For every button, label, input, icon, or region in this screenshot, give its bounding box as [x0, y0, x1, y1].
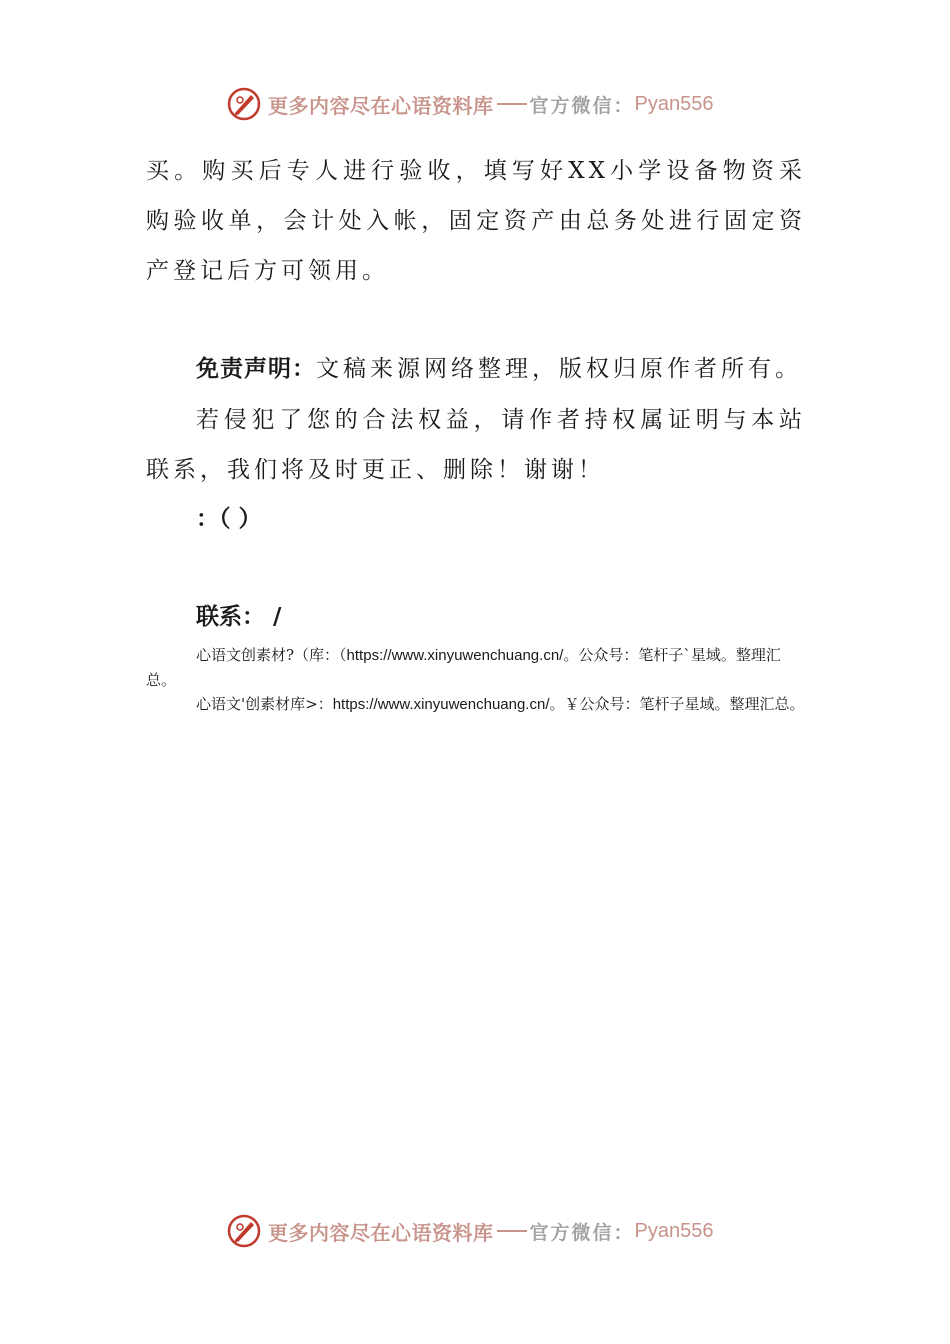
banner-wechat-id: Pyan556	[634, 92, 714, 115]
banner-dash	[497, 103, 527, 105]
quill-pen-seal-icon	[226, 1213, 262, 1249]
disclaimer-label: 免责声明：	[196, 356, 316, 382]
footer-banner	[226, 1211, 713, 1251]
banner-dash	[497, 1230, 527, 1232]
banner-label: 官方微信：	[529, 1221, 635, 1244]
footer-note-2-prefix: 心语文'创素材库>：	[196, 695, 333, 713]
header-banner	[226, 84, 713, 124]
footer-note-1-suffix: 。公众号：笔杆子`星域。整理汇总。	[146, 646, 781, 689]
footer-note-2-suffix: 。￥公众号：笔杆子星域。整理汇总。	[549, 695, 805, 713]
body-paragraph-3: 若侵犯了您的合法权益，请作者持权属证明与本站联系，我们将及时更正、删除！谢谢！	[146, 407, 806, 483]
quill-pen-seal-icon	[226, 86, 262, 122]
banner-brand-text: 更多内容尽在心语资料库	[268, 93, 494, 118]
footer-note-1-url: https://www.xinyuwenchuang.cn/	[346, 647, 564, 664]
paren-line: ：（ ）	[196, 506, 262, 532]
contact-line: 联系： /	[196, 604, 282, 630]
footer-note-2	[146, 692, 808, 717]
banner-wechat-id: Pyan556	[634, 1219, 714, 1242]
footer-note-1-prefix: 心语文创素材?（库：（	[196, 646, 347, 664]
banner-label: 官方微信：	[529, 94, 635, 117]
footer-note-2-url: https://www.xinyuwenchuang.cn/	[332, 696, 550, 713]
body-paragraph-1: 买。购买后专人进行验收，填写好XX小学设备物资采购验收单，会计处入帐，固定资产由总务处进行固定资产登记后方可领用。	[146, 158, 806, 284]
disclaimer-text: 文稿来源网络整理，版权归原作者所有。	[316, 356, 802, 382]
banner-brand-text: 更多内容尽在心语资料库	[268, 1220, 494, 1245]
footer-note-1	[146, 643, 808, 693]
disclaimer-paragraph	[146, 344, 806, 394]
